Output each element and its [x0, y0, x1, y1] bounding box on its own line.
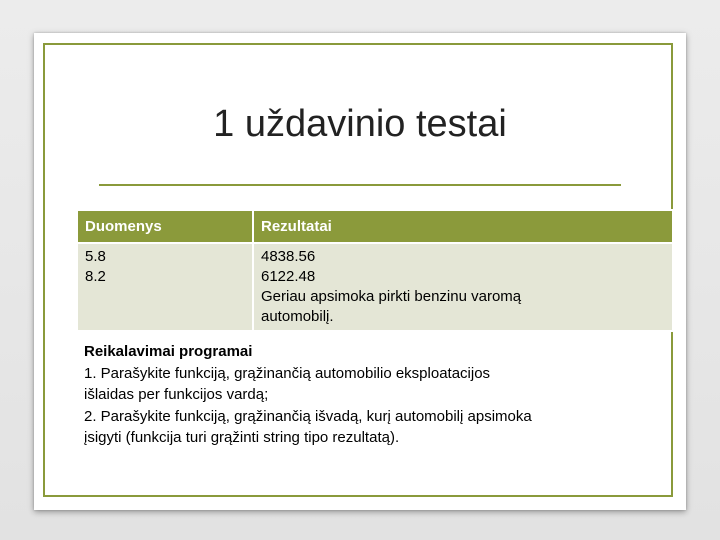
result-value: 4838.56 — [261, 248, 316, 265]
input-value: 8.2 — [85, 268, 106, 285]
input-value: 5.8 — [85, 248, 106, 265]
requirements-heading: Reikalavimai programai — [84, 343, 253, 360]
requirement-line: įsigyti (funkcija turi grąžinti string tipo rezultatą). — [84, 429, 400, 446]
result-conclusion: automobilį. — [261, 308, 334, 325]
requirement-line: 2. Parašykite funkciją, grąžinančią išvadą, kurį automobilį apsimoka — [84, 407, 532, 425]
header-rezultatai: Rezultatai — [253, 210, 673, 243]
input-cell — [77, 243, 253, 331]
requirements-block — [84, 341, 664, 449]
title-divider — [99, 184, 621, 186]
slide-title: 1 uždavinio testai — [213, 103, 507, 145]
header-duomenys: Duomenys — [77, 210, 253, 243]
result-conclusion: Geriau apsimoka pirkti benzinu varomą — [261, 288, 522, 305]
result-value: 6122.48 — [261, 268, 316, 285]
requirement-line: 1. Parašykite funkciją, grąžinančią automobilio eksploatacijos — [84, 364, 491, 382]
requirement-line: išlaidas per funkcijos vardą; — [84, 386, 269, 403]
result-cell — [253, 243, 673, 331]
test-table — [76, 209, 674, 332]
table-header-row — [77, 210, 673, 243]
table-row — [77, 243, 673, 331]
